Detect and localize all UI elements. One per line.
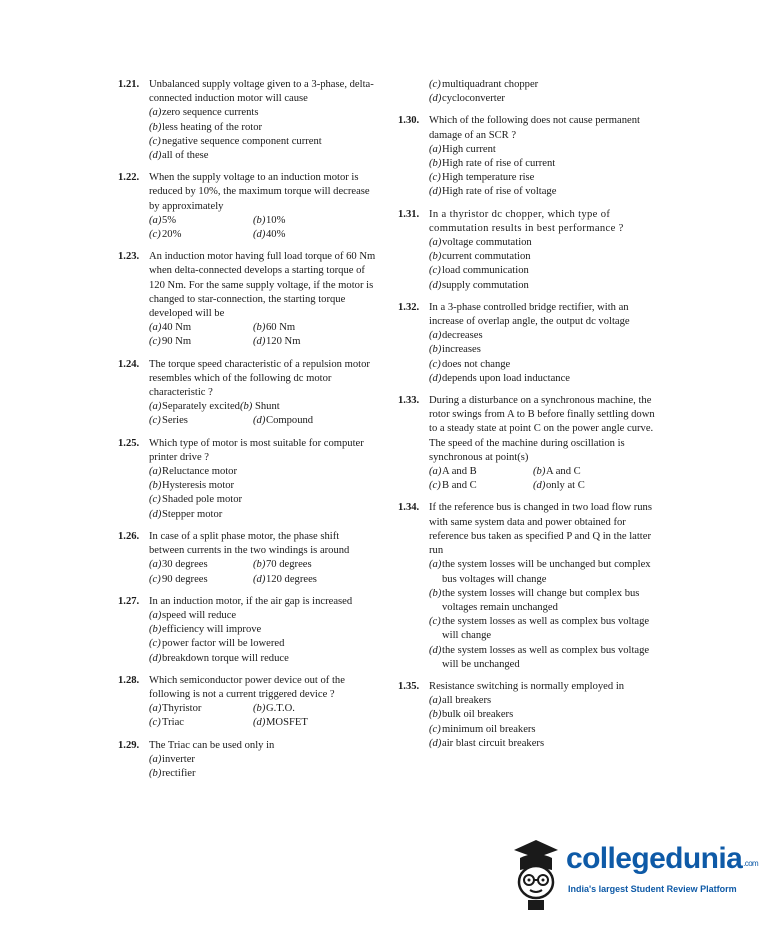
option-label: (a): [149, 753, 162, 765]
question-text: Which type of motor is most suitable for computer printer drive ?: [149, 437, 364, 463]
question-1-28: [118, 674, 376, 731]
option-text: speed will reduce: [162, 609, 237, 621]
question-text: If the reference bus is changed in two load flow runs with same system data and power obtained for reference bus taken as specified P and Q in the latter run: [429, 502, 652, 557]
option-label: (c): [149, 336, 161, 348]
option-text: 30 degrees: [162, 559, 208, 571]
option-text: Hysteresis motor: [162, 480, 235, 492]
question-number: 1.23.: [118, 251, 140, 263]
option-label: (a): [429, 143, 442, 155]
option-label: (a): [429, 237, 442, 249]
option-label: (c): [429, 616, 441, 628]
option-text: air blast circuit breakers: [442, 737, 545, 749]
option-label: (c): [429, 172, 441, 184]
option-text: MOSFET: [266, 717, 308, 729]
option-label: (d): [253, 415, 266, 427]
option-text: G.T.O.: [266, 703, 295, 715]
option-label: (a): [429, 695, 442, 707]
option-label: (a): [149, 322, 162, 334]
option-label: (d): [149, 652, 162, 664]
option-label: (b): [429, 587, 442, 599]
option-text: decreases: [442, 330, 483, 342]
option-text: 40%: [266, 229, 286, 241]
question-number: 1.34.: [398, 502, 420, 514]
option-text: negative sequence component current: [162, 135, 322, 147]
option-label: (b): [149, 121, 162, 133]
option-label: (c): [149, 717, 161, 729]
option-label: (c): [429, 723, 441, 735]
option-label: (a): [149, 107, 162, 119]
question-text: Resistance switching is normally employed in: [429, 680, 625, 692]
brand-name-text: collegedunia: [566, 842, 743, 875]
option-text: the system losses will be unchanged but complex bus voltages will change: [442, 559, 651, 585]
brand-tagline: India's largest Student Review Platform: [568, 884, 737, 894]
option-label: (b): [149, 480, 162, 492]
option-text: Reluctance motor: [162, 466, 238, 478]
option-label: (d): [253, 229, 266, 241]
question-number: 1.21.: [118, 79, 140, 90]
student-mascot-icon: [508, 836, 562, 916]
option-label: (b): [149, 767, 162, 779]
option-text: the system losses as well as complex bus voltage will be unchanged: [442, 644, 650, 670]
option-text: all of these: [162, 150, 209, 162]
question-1-27: [118, 595, 376, 666]
option-text: 70 degrees: [266, 559, 312, 571]
option-text: 90 degrees: [162, 573, 208, 585]
question-1-24: [118, 358, 376, 429]
left-column: [118, 78, 376, 789]
option-label: (d): [149, 508, 162, 520]
option-label: (a): [149, 609, 162, 621]
question-number: 1.28.: [118, 674, 140, 686]
option-label: (a): [149, 703, 162, 715]
question-text: The torque speed characteristic of a repulsion motor resembles which of the following dc motor characteristic ?: [149, 358, 370, 399]
question-1-22: [118, 171, 376, 242]
option-label: (b): [149, 624, 162, 636]
question-number: 1.26.: [118, 530, 140, 542]
option-label: (b): [429, 709, 442, 721]
option-label: (c): [149, 494, 161, 506]
option-label: (a): [429, 330, 442, 342]
question-text: In case of a split phase motor, the phase shift between currents in the two windings is around: [149, 530, 350, 557]
option-text: only at C: [546, 480, 585, 492]
option-label: (a): [429, 466, 442, 478]
option-text: efficiency will improve: [162, 624, 262, 636]
option-label: (c): [149, 638, 161, 650]
option-label: (c): [149, 135, 161, 147]
question-1-33: [398, 394, 656, 493]
question-number: 1.33.: [398, 395, 420, 407]
option-text: Triac: [162, 717, 184, 729]
option-label: (d): [149, 150, 162, 162]
question-text: In a 3-phase controlled bridge rectifier, with an increase of overlap angle, the output dc voltage: [429, 301, 630, 328]
option-text: depends upon load inductance: [442, 372, 570, 384]
question-1-23: [118, 250, 376, 349]
option-label: (a): [149, 214, 162, 226]
option-text: 10%: [266, 214, 286, 226]
option-text: supply commutation: [442, 279, 529, 291]
question-number: 1.30.: [398, 115, 420, 127]
question-text: The Triac can be used only in: [149, 739, 275, 751]
brand-name: [566, 842, 758, 876]
question-number: 1.32.: [398, 301, 420, 313]
option-text: Shaded pole motor: [162, 494, 243, 506]
question-number: 1.22.: [118, 172, 140, 184]
option-label: (d): [253, 573, 266, 585]
option-label: (c): [429, 358, 441, 370]
option-text: multiquadrant chopper: [442, 79, 539, 90]
question-text: When the supply voltage to an induction motor is reduced by 10%, the maximum torque will decrease by approximately: [149, 172, 370, 212]
option-label: (b): [429, 158, 442, 170]
option-label: (c): [149, 573, 161, 585]
question-number: 1.27.: [118, 595, 140, 607]
option-text: zero sequence currents: [162, 107, 259, 119]
option-label: (a): [149, 466, 162, 478]
question-number: 1.35.: [398, 680, 420, 692]
option-text: High rate of rise of current: [442, 158, 556, 170]
question-number: 1.25.: [118, 437, 140, 449]
option-text: load communication: [442, 265, 529, 277]
option-text: inverter: [162, 753, 195, 765]
question-1-32: [398, 301, 656, 386]
question-number: 1.24.: [118, 358, 140, 370]
option-label: (b): [429, 344, 442, 356]
option-text: 5%: [162, 214, 177, 226]
option-label: (d): [253, 336, 266, 348]
option-label: (b): [253, 214, 266, 226]
question-1-25: [118, 437, 376, 522]
option-label: (b): [239, 401, 253, 413]
option-text: A and C: [546, 466, 581, 478]
question-1-35: [398, 680, 656, 751]
option-label: (c): [149, 415, 161, 427]
option-label: (a): [149, 559, 162, 571]
question-text: An induction motor having full load torque of 60 Nm when delta-connected develops a starting torque of 120 Nm. For the same supply voltage, if the motor is changed to star-connection, the starting torque developed will be: [149, 251, 376, 320]
option-label: (a): [149, 401, 162, 413]
option-label: (d): [429, 372, 442, 384]
question-1-29: [118, 739, 376, 782]
question-1-29-continued: [398, 78, 656, 106]
option-label: (b): [253, 322, 266, 334]
option-text: current commutation: [442, 251, 531, 263]
option-text: 120 Nm: [266, 336, 301, 348]
option-label: (c): [429, 480, 441, 492]
option-text: bulk oil breakers: [442, 709, 514, 721]
option-label: (c): [149, 229, 161, 241]
question-1-26: [118, 530, 376, 587]
option-text: B and C: [442, 480, 477, 492]
option-text: High current: [442, 143, 496, 155]
question-text: Unbalanced supply voltage given to a 3-phase, delta-connected induction motor will cause: [149, 79, 374, 105]
option-label: (d): [429, 93, 442, 105]
option-label: (d): [429, 186, 442, 198]
question-text: Which semiconductor power device out of the following is not a current triggered device ?: [149, 674, 345, 700]
option-text: the system losses will change but complex bus voltages remain unchanged: [442, 587, 640, 613]
option-text: 90 Nm: [162, 336, 192, 348]
question-text: During a disturbance on a synchronous machine, the rotor swings from A to B before finally settling down to a steady state at point C on the power angle curve. The speed of the machine during oscillation is synchronous at point(s): [429, 395, 655, 463]
option-text: Shunt: [254, 401, 280, 413]
option-label: (b): [253, 703, 266, 715]
option-text: cycloconverter: [442, 93, 505, 105]
option-text: Series: [162, 415, 188, 427]
option-text: 60 Nm: [266, 322, 296, 334]
question-1-34: [398, 501, 656, 671]
brand-tld: .com: [743, 859, 759, 868]
option-text: High rate of rise of voltage: [442, 186, 557, 198]
option-text: all breakers: [442, 695, 492, 707]
option-text: High temperature rise: [442, 172, 535, 184]
option-text: increases: [442, 344, 481, 356]
option-label: (c): [429, 79, 441, 90]
question-text: In an induction motor, if the air gap is increased: [149, 595, 353, 607]
option-text: voltage commutation: [442, 237, 532, 249]
question-text: In a thyristor dc chopper, which type of commutation results in best performance ?: [429, 208, 624, 234]
question-number: 1.31.: [398, 208, 420, 220]
option-text: Stepper motor: [162, 508, 223, 520]
question-1-31: [398, 208, 656, 293]
option-text: A and B: [442, 466, 477, 478]
option-text: Separately excited: [162, 401, 240, 413]
option-label: (d): [533, 480, 546, 492]
option-text: Compound: [266, 415, 314, 427]
option-label: (d): [253, 717, 266, 729]
option-label: (d): [429, 644, 442, 656]
option-text: the system losses as well as complex bus voltage will change: [442, 616, 650, 642]
option-text: 120 degrees: [266, 573, 317, 585]
option-text: Thyristor: [162, 703, 202, 715]
collegedunia-watermark: [508, 832, 759, 922]
option-label: (b): [429, 251, 442, 263]
right-column: [398, 78, 656, 759]
option-text: minimum oil breakers: [442, 723, 536, 735]
option-text: breakdown torque will reduce: [162, 652, 289, 664]
option-text: 20%: [162, 229, 182, 241]
option-text: rectifier: [162, 767, 196, 779]
option-label: (b): [253, 559, 266, 571]
option-label: (c): [429, 265, 441, 277]
option-text: less heating of the rotor: [162, 121, 263, 133]
option-label: (d): [429, 279, 442, 291]
question-1-21: [118, 78, 376, 163]
question-text: Which of the following does not cause permanent damage of an SCR ?: [429, 115, 640, 141]
option-label: (a): [429, 559, 442, 571]
option-text: does not change: [442, 358, 511, 370]
question-number: 1.29.: [118, 739, 140, 751]
option-label: (b): [533, 466, 546, 478]
option-text: power factor will be lowered: [162, 638, 285, 650]
option-text: 40 Nm: [162, 322, 192, 334]
question-1-30: [398, 114, 656, 199]
option-label: (d): [429, 737, 442, 749]
